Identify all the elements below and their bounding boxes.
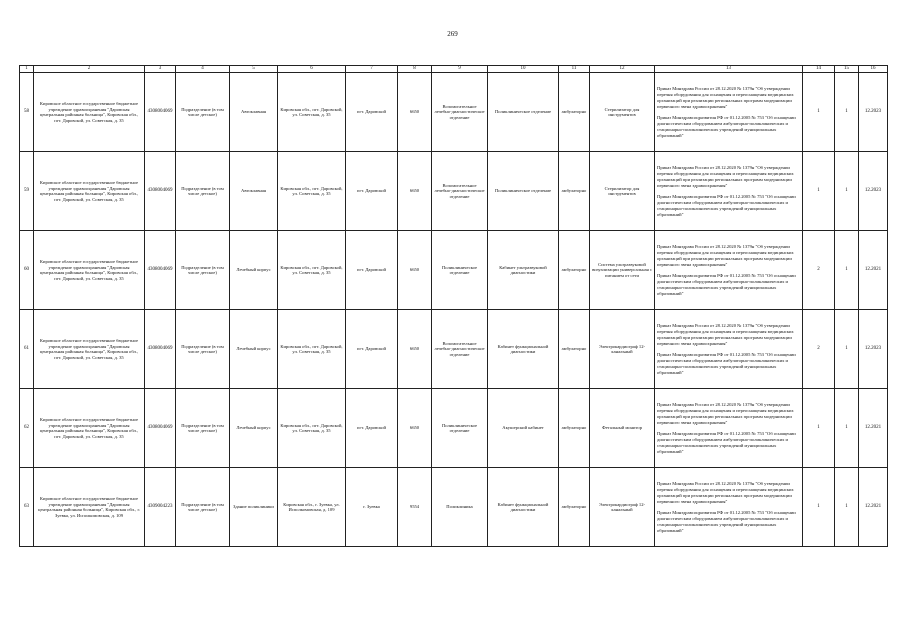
table-row (20, 152, 888, 231)
department-type: Поликлиника (432, 468, 488, 547)
required-quantity: 1 (803, 73, 835, 152)
regulatory-basis: Приказ Минздрава России от 28.12.2020 № 1379н "Об утверждении перечня оборудования для оснащения и переоснащения медицинских организаций при реализации региональных программ модернизации первичного звена здравоохранения" Приказ Минздравсоцразвития РФ от 01.12.2005 № 753 "Об оснащении диагностическим оборудованием амбулаторно-поликлинических и стационарно-поликлинических учреждений муниципальных образований" (655, 231, 803, 310)
building-name: Здание поликлиники (230, 468, 278, 547)
column-number: 3 (145, 66, 176, 73)
care-form: амбулаторно (559, 389, 590, 468)
planned-quantity: 1 (835, 310, 859, 389)
regulatory-basis: Приказ Минздрава России от 28.12.2020 № 1379н "Об утверждении перечня оборудования для оснащения и переоснащения медицинских организаций при реализации региональных программ модернизации первичного звена здравоохранения" Приказ Минздравсоцразвития РФ от 01.12.2005 № 753 "Об оснащении диагностическим оборудованием амбулаторно-поликлинических и стационарно-поликлинических учреждений муниципальных образований" (655, 468, 803, 547)
organization-name: Кировское областное государственное бюджетное учреждение здравоохранения "Даровская центральная районная больница", Кировская обл., пгт. Даровской, ул. Советская, д. 35 (34, 389, 145, 468)
delivery-date: 12.2023 (859, 73, 888, 152)
row-number: 58 (20, 73, 34, 152)
delivery-date: 12.2023 (859, 152, 888, 231)
organization-code: 4308004069 (145, 389, 176, 468)
building-address: Кировская обл., пгт. Даровской, ул. Советская, д. 35 (278, 73, 346, 152)
equipment-name: Электрокардиограф 12-канальный (590, 468, 655, 547)
planned-quantity: 1 (835, 468, 859, 547)
building-address: Кировская обл., г. Зуевка, ул. Исполкомовская, д. 109 (278, 468, 346, 547)
department-type: Вспомогательное лечебно-диагностическое отделение (432, 152, 488, 231)
planned-quantity: 1 (835, 73, 859, 152)
department-type: Вспомогательное лечебно-диагностическое отделение (432, 73, 488, 152)
department-name: Акушерский кабинет (488, 389, 559, 468)
column-number: 2 (34, 66, 145, 73)
locality: пгт. Даровской (346, 310, 398, 389)
building-name: Автоклавная (230, 152, 278, 231)
regulatory-basis: Приказ Минздрава России от 28.12.2020 № 1379н "Об утверждении перечня оборудования для оснащения и переоснащения медицинских организаций при реализации региональных программ модернизации первичного звена здравоохранения" Приказ Минздравсоцразвития РФ от 01.12.2005 № 753 "Об оснащении диагностическим оборудованием амбулаторно-поликлинических и стационарно-поликлинических учреждений муниципальных образований" (655, 389, 803, 468)
building-name: Лечебный корпус (230, 389, 278, 468)
care-form: амбулаторно (559, 152, 590, 231)
registry-table (19, 65, 888, 547)
column-number: 6 (278, 66, 346, 73)
column-number: 5 (230, 66, 278, 73)
organization-code: 4308004069 (145, 73, 176, 152)
subdivision-type: Подразделение (в том числе детское) (176, 73, 230, 152)
department-name: Кабинет функциональной диагностики (488, 310, 559, 389)
column-number: 13 (655, 66, 803, 73)
column-number: 9 (432, 66, 488, 73)
locality-code: 6650 (398, 152, 432, 231)
care-form: амбулаторно (559, 310, 590, 389)
organization-code: 4309004223 (145, 468, 176, 547)
building-name: Лечебный корпус (230, 310, 278, 389)
column-number: 12 (590, 66, 655, 73)
locality: пгт. Даровской (346, 152, 398, 231)
organization-name: Кировское областное государственное бюджетное учреждение здравоохранения "Даровская центральная районная больница", Кировская обл., пгт. Даровской, ул. Советская, д. 35 (34, 310, 145, 389)
building-address: Кировская обл., пгт. Даровской, ул. Советская, д. 35 (278, 389, 346, 468)
delivery-date: 12.2021 (859, 468, 888, 547)
equipment-name: Стерилизатор для инструментов (590, 152, 655, 231)
organization-name: Кировское областное государственное бюджетное учреждение здравоохранения "Даровская центральная районная больница", Кировская обл., г. Зуевка, ул. Исполкомовская, д. 109 (34, 468, 145, 547)
table-row (20, 389, 888, 468)
department-type: Поликлиническое отделение (432, 389, 488, 468)
required-quantity: 1 (803, 152, 835, 231)
locality-code: 9554 (398, 468, 432, 547)
care-form: амбулаторно (559, 468, 590, 547)
planned-quantity: 1 (835, 152, 859, 231)
row-number: 60 (20, 231, 34, 310)
table-row (20, 231, 888, 310)
department-name: Кабинет функциональной диагностики (488, 468, 559, 547)
organization-name: Кировское областное государственное бюджетное учреждение здравоохранения "Даровская центральная районная больница", Кировская обл., пгт. Даровской, ул. Советская, д. 35 (34, 152, 145, 231)
planned-quantity: 1 (835, 231, 859, 310)
regulatory-basis: Приказ Минздрава России от 28.12.2020 № 1379н "Об утверждении перечня оборудования для оснащения и переоснащения медицинских организаций при реализации региональных программ модернизации первичного звена здравоохранения" Приказ Минздравсоцразвития РФ от 01.12.2005 № 753 "Об оснащении диагностическим оборудованием амбулаторно-поликлинических и стационарно-поликлинических учреждений муниципальных образований" (655, 310, 803, 389)
column-number: 4 (176, 66, 230, 73)
locality-code: 6650 (398, 310, 432, 389)
table-row (20, 468, 888, 547)
column-number: 1 (20, 66, 34, 73)
column-number: 8 (398, 66, 432, 73)
subdivision-type: Подразделение (в том числе детское) (176, 152, 230, 231)
building-address: Кировская обл., пгт. Даровской, ул. Советская, д. 35 (278, 310, 346, 389)
organization-name: Кировское областное государственное бюджетное учреждение здравоохранения "Даровская центральная районная больница", Кировская обл., пгт. Даровской, ул. Советская, д. 35 (34, 73, 145, 152)
building-address: Кировская обл., пгт. Даровской, ул. Советская, д. 35 (278, 152, 346, 231)
locality-code: 6650 (398, 231, 432, 310)
locality-code: 6650 (398, 73, 432, 152)
organization-name: Кировское областное государственное бюджетное учреждение здравоохранения "Даровская центральная районная больница", Кировская обл., пгт. Даровской, ул. Советская, д. 35 (34, 231, 145, 310)
row-number: 61 (20, 310, 34, 389)
department-type: Поликлиническое отделение (432, 231, 488, 310)
column-number: 15 (835, 66, 859, 73)
page-number: 269 (447, 30, 458, 38)
organization-code: 4308004069 (145, 310, 176, 389)
equipment-name: Фетальный монитор (590, 389, 655, 468)
planned-quantity: 1 (835, 389, 859, 468)
care-form: амбулаторно (559, 231, 590, 310)
locality: г. Зуевка (346, 468, 398, 547)
building-name: Лечебный корпус (230, 231, 278, 310)
locality-code: 6650 (398, 389, 432, 468)
locality: пгт. Даровской (346, 73, 398, 152)
row-number: 59 (20, 152, 34, 231)
department-type: Вспомогательное лечебно-диагностическое отделение (432, 310, 488, 389)
row-number: 62 (20, 389, 34, 468)
regulatory-basis: Приказ Минздрава России от 28.12.2020 № 1379н "Об утверждении перечня оборудования для оснащения и переоснащения медицинских организаций при реализации региональных программ модернизации первичного звена здравоохранения" Приказ Минздравсоцразвития РФ от 01.12.2005 № 753 "Об оснащении диагностическим оборудованием амбулаторно-поликлинических и стационарно-поликлинических учреждений муниципальных образований" (655, 152, 803, 231)
row-number: 63 (20, 468, 34, 547)
equipment-name: Электрокардиограф 12-канальный (590, 310, 655, 389)
column-number: 14 (803, 66, 835, 73)
table-row (20, 73, 888, 152)
delivery-date: 12.2021 (859, 231, 888, 310)
subdivision-type: Подразделение (в том числе детское) (176, 389, 230, 468)
table-row (20, 310, 888, 389)
column-number: 16 (859, 66, 888, 73)
column-number-row (20, 66, 888, 73)
equipment-name: Система ультразвуковой визуализации универсальная с питанием от сети (590, 231, 655, 310)
locality: пгт. Даровской (346, 231, 398, 310)
department-name: Поликлиническое отделение (488, 152, 559, 231)
equipment-name: Стерилизатор для инструментов (590, 73, 655, 152)
care-form: амбулаторно (559, 73, 590, 152)
organization-code: 4308004069 (145, 231, 176, 310)
required-quantity: 1 (803, 468, 835, 547)
building-address: Кировская обл., пгт. Даровской, ул. Советская, д. 35 (278, 231, 346, 310)
required-quantity: 1 (803, 389, 835, 468)
subdivision-type: Подразделение (в том числе детское) (176, 310, 230, 389)
column-number: 11 (559, 66, 590, 73)
column-number: 10 (488, 66, 559, 73)
column-number: 7 (346, 66, 398, 73)
subdivision-type: Подразделение (в том числе детское) (176, 231, 230, 310)
department-name: Кабинет ультразвуковой диагностики (488, 231, 559, 310)
building-name: Автоклавная (230, 73, 278, 152)
delivery-date: 12.2023 (859, 310, 888, 389)
organization-code: 4308004069 (145, 152, 176, 231)
subdivision-type: Подразделение (в том числе детское) (176, 468, 230, 547)
locality: пгт. Даровской (346, 389, 398, 468)
required-quantity: 2 (803, 231, 835, 310)
department-name: Поликлиническое отделение (488, 73, 559, 152)
required-quantity: 2 (803, 310, 835, 389)
regulatory-basis: Приказ Минздрава России от 28.12.2020 № 1379н "Об утверждении перечня оборудования для оснащения и переоснащения медицинских организаций при реализации региональных программ модернизации первичного звена здравоохранения" Приказ Минздравсоцразвития РФ от 01.12.2005 № 753 "Об оснащении диагностическим оборудованием амбулаторно-поликлинических и стационарно-поликлинических учреждений муниципальных образований" (655, 73, 803, 152)
delivery-date: 12.2021 (859, 389, 888, 468)
